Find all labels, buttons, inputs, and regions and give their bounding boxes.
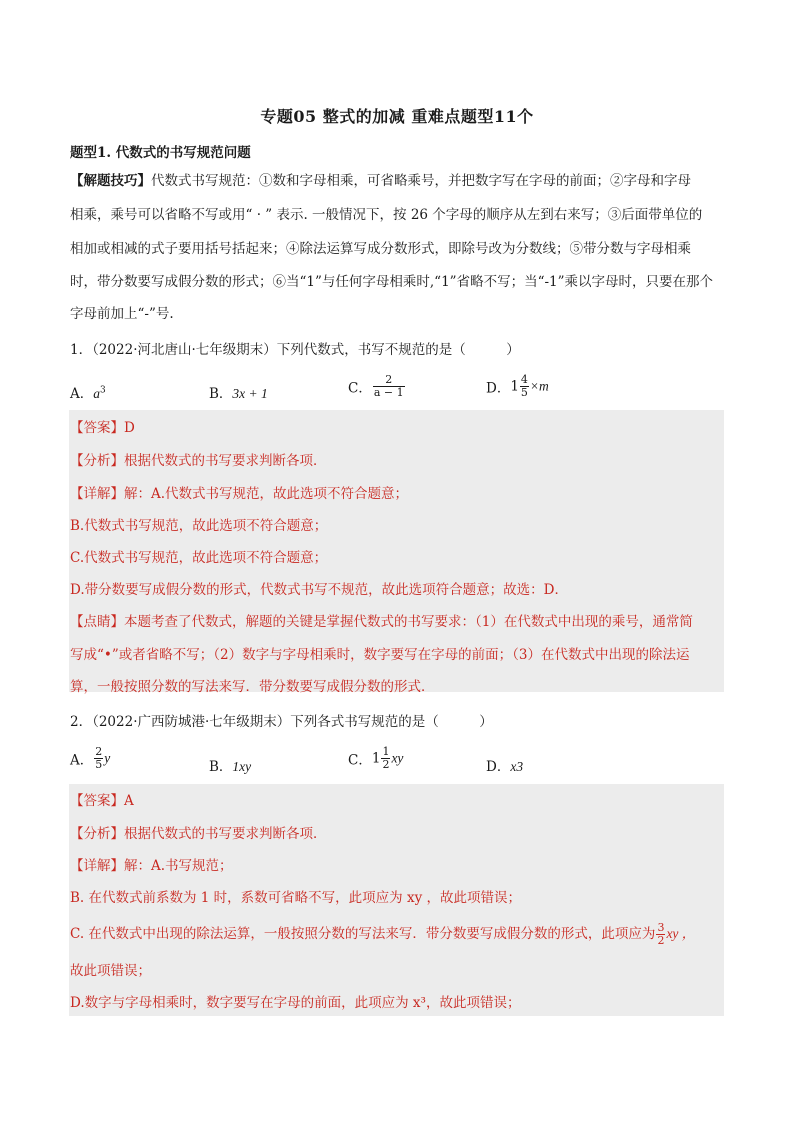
q2-analysis: 【分析】根据代数式的书写要求判断各项． [70, 826, 327, 842]
q2-answer: 【答案】A [70, 793, 134, 809]
q2-detail-1: 【详解】解：A.书写规范； [70, 858, 233, 874]
tips-label: 【解题技巧】 [70, 173, 151, 189]
section-heading: 题型1. 代数式的书写规范问题 [70, 145, 251, 161]
q1-option-d: D．1 $\frac{4}{5}$ ×m [486, 373, 549, 399]
q2-detail-4: 故此项错误； [70, 963, 151, 979]
q1-analysis: 【分析】根据代数式的书写要求判断各项． [70, 453, 327, 469]
tips-line-1: 【解题技巧】代数式书写规范：①数和字母相乘，可省略乘号，并把数字写在字母的前面；②字母和字母 [70, 173, 691, 189]
q2-option-d: D．x3 [486, 759, 524, 775]
page-title: 专题05 整式的加减 重难点题型11个 [260, 107, 534, 126]
q2-detail-2: B. 在代数式前系数为 1 时，系数可省略不写，此项应为 xy ，故此项错误； [70, 890, 521, 906]
question-1-stem: 1．（2022·河北唐山·七年级期末）下列代数式，书写不规范的是（ ） [70, 342, 520, 358]
q1-detail-4: D.带分数要写成假分数的形式，代数式书写不规范，故此选项符合题意；故选：D． [70, 582, 568, 598]
tips-line-4: 时，带分数要写成假分数的形式；⑥当“1”与任何字母相乘时,“1”省略不写；当“-1”乘以字母时，只要在那个 [70, 274, 714, 290]
tips-line-5: 字母前加上“-”号. [70, 306, 174, 322]
q1-answer: 【答案】D [70, 420, 135, 436]
q2-option-a: A． $\frac{2}{5}$ y [70, 745, 111, 771]
q1-comment-3: 算，一般按照分数的写法来写．带分数要写成假分数的形式． [70, 679, 435, 695]
q2-detail-5: D.数字与字母相乘时，数字要写在字母的前面，此项应为 x³，故此项错误； [70, 995, 521, 1011]
q1-comment-2: 写成“•”或者省略不写；（2）数字与字母相乘时，数字要写在字母的前面；（3）在代数式中出现的除法运 [70, 647, 690, 663]
q1-option-a: A．$a^3$ [70, 385, 106, 402]
q1-option-b: B．3x + 1 [209, 386, 268, 402]
q2-option-c: C．1 $\frac{1}{2}$ xy [348, 745, 404, 771]
tips-line-2: 相乘，乘号可以省略不写或用“ · ” 表示. 一般情况下，按 26 个字母的顺序从左到右来写；③后面带单位的 [70, 207, 703, 223]
q2-detail-3: C. 在代数式中出现的除法运算，一般按照分数的写法来写．带分数要写成假分数的形式，此项应为 $\frac{3}{2}$ xy ， [70, 921, 696, 947]
q2-option-b: B．1xy [209, 759, 252, 775]
q1-option-c: C． $\frac{2}{a - 1}$ [348, 373, 404, 399]
q1-detail-2: B.代数式书写规范，故此选项不符合题意； [70, 518, 328, 534]
question-2-stem: 2．（2022·广西防城港·七年级期末）下列各式书写规范的是（ ） [70, 714, 493, 730]
tips-line-3: 相加或相减的式子要用括号括起来；④除法运算写成分数形式，即除号改为分数线；⑤带分数与字母相乘 [70, 241, 691, 257]
q1-comment-1: 【点睛】本题考查了代数式，解题的关键是掌握代数式的书写要求：（1）在代数式中出现的乘号，通常简 [70, 614, 693, 630]
q1-detail-3: C.代数式书写规范，故此选项不符合题意； [70, 550, 328, 566]
q1-detail-1: 【详解】解：A.代数式书写规范，故此选项不符合题意； [70, 486, 409, 502]
